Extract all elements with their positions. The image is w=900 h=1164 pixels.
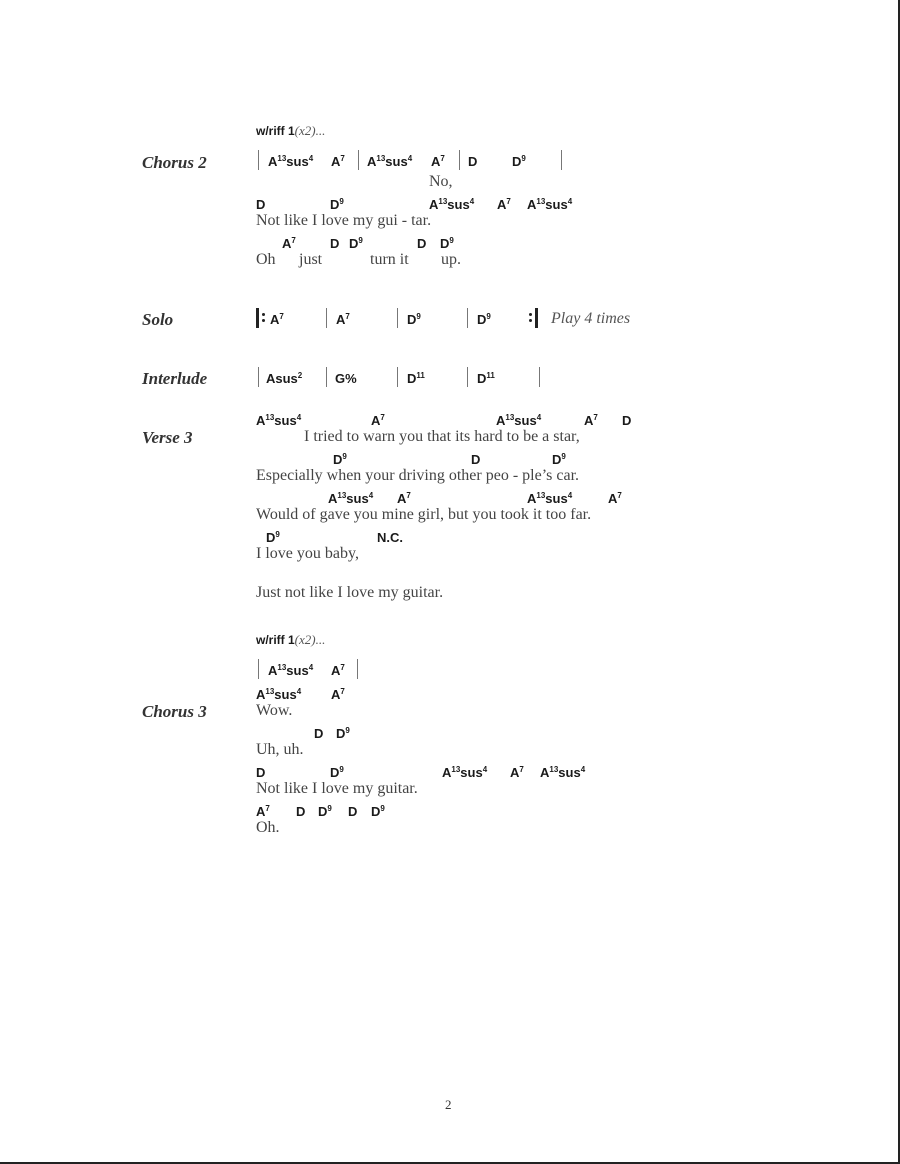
bar-line <box>539 367 540 387</box>
lyric-line: Especially when your driving other peo - ple’s car. <box>256 467 580 484</box>
chord: $A^7$ <box>584 413 598 428</box>
chord: $A^7$ <box>336 312 350 327</box>
bar-line <box>258 150 259 170</box>
lyric-line: Uh, uh. <box>256 741 304 758</box>
chord: $A^{13}sus^4$ <box>268 663 314 678</box>
bar-line <box>467 367 468 387</box>
bar-line <box>357 659 358 679</box>
repeat-instruction: Play 4 times <box>551 310 631 327</box>
chord: $A^7$ <box>282 236 296 251</box>
chord: $A^7$ <box>331 687 345 702</box>
repeat-dots <box>529 312 532 324</box>
section-label-chorus-3: Chorus 3 <box>142 702 207 721</box>
lyric-line: Oh. <box>256 819 280 836</box>
riff-cue <box>256 632 325 648</box>
chord: $A^{13}sus^4$ <box>328 491 374 506</box>
riff-cue-label: w/riff 1 <box>256 124 295 138</box>
bar-line <box>459 150 460 170</box>
chord: $D^9$ <box>407 312 421 327</box>
bar-line <box>258 367 259 387</box>
chord: $D^9$ <box>552 452 566 467</box>
chord: $D^9$ <box>330 197 344 212</box>
chord: $A^7$ <box>270 312 284 327</box>
chord: $A^7$ <box>331 663 345 678</box>
chord: Asus$^2$ <box>266 371 303 386</box>
chord: D <box>417 236 427 251</box>
chord: $D^{11}$ <box>407 371 425 386</box>
chord: D <box>468 154 478 169</box>
chord: D <box>348 804 358 819</box>
section-label-verse-3: Verse 3 <box>142 428 193 447</box>
chord: $D^9$ <box>318 804 332 819</box>
lyric-line: I tried to warn you that its hard to be a star, <box>304 428 580 445</box>
bar-line <box>397 308 398 328</box>
repeat-dots <box>262 312 265 324</box>
bar-line <box>258 659 259 679</box>
chord: $A^{13}sus^4$ <box>540 765 586 780</box>
chord: $A^{13}sus^4$ <box>429 197 475 212</box>
bar-line <box>561 150 562 170</box>
lyric-word: up. <box>441 251 461 268</box>
chord: $A^{13}sus^4$ <box>367 154 413 169</box>
lyric-line: I love you baby, <box>256 545 359 562</box>
chord: $A^{13}sus^4$ <box>442 765 488 780</box>
chord: D <box>256 765 266 780</box>
bar-line <box>397 367 398 387</box>
chord: $D^9$ <box>477 312 491 327</box>
chord: N.C. <box>377 530 403 545</box>
chord: D <box>256 197 266 212</box>
chord: $D^9$ <box>336 726 350 741</box>
chord: $A^{13}sus^4$ <box>496 413 542 428</box>
bar-line <box>467 308 468 328</box>
section-label-chorus-2: Chorus 2 <box>142 153 207 172</box>
chord: $D^9$ <box>349 236 363 251</box>
lyric-line: Just not like I love my guitar. <box>256 584 444 601</box>
riff-cue-times: (x2)... <box>294 632 326 647</box>
bar-line <box>358 150 359 170</box>
chord: $A^{13}sus^4$ <box>527 491 573 506</box>
lyric-line: Not like I love my guitar. <box>256 780 418 797</box>
chord: D <box>330 236 340 251</box>
bar-line <box>326 367 327 387</box>
lyric-word: just <box>299 251 323 268</box>
riff-cue <box>256 123 325 139</box>
section-label-interlude: Interlude <box>142 369 208 388</box>
chord: $D^9$ <box>512 154 526 169</box>
page-number: 2 <box>445 1097 452 1112</box>
bar-line <box>326 308 327 328</box>
chord: D <box>471 452 481 467</box>
chord: D <box>314 726 324 741</box>
chord: $A^7$ <box>608 491 622 506</box>
chord: $A^{13}sus^4$ <box>268 154 314 169</box>
lyric-word: turn it <box>370 251 409 268</box>
chord: G% <box>335 371 357 386</box>
chord: $A^{13}sus^4$ <box>527 197 573 212</box>
chord: $A^{13}sus^4$ <box>256 413 302 428</box>
chord: $D^9$ <box>330 765 344 780</box>
lyric-line: Not like I love my gui - tar. <box>256 212 432 229</box>
chord: $A^7$ <box>256 804 270 819</box>
chord: $D^9$ <box>371 804 385 819</box>
chord: $D^{11}$ <box>477 371 495 386</box>
lyric-line: Wow. <box>256 702 293 719</box>
repeat-start-barline <box>256 308 259 328</box>
chord: $A^7$ <box>497 197 511 212</box>
lyric-word: Oh <box>256 251 276 268</box>
chord: $D^9$ <box>440 236 454 251</box>
riff-cue-times: (x2)... <box>294 123 326 138</box>
chord: $A^7$ <box>397 491 411 506</box>
chord: D <box>622 413 632 428</box>
chord: $A^7$ <box>431 154 445 169</box>
lyric-line: Would of gave you mine girl, but you took it too far. <box>256 506 592 523</box>
riff-cue-label: w/riff 1 <box>256 633 295 647</box>
chord: $A^7$ <box>331 154 345 169</box>
chord: D <box>296 804 306 819</box>
chord: $D^9$ <box>266 530 280 545</box>
chord: $A^7$ <box>371 413 385 428</box>
chord: $D^9$ <box>333 452 347 467</box>
repeat-end-barline <box>535 308 538 328</box>
chord: $A^{13}sus^4$ <box>256 687 302 702</box>
lyric-line: No, <box>429 173 453 190</box>
section-label-solo: Solo <box>142 310 174 329</box>
chord: $A^7$ <box>510 765 524 780</box>
